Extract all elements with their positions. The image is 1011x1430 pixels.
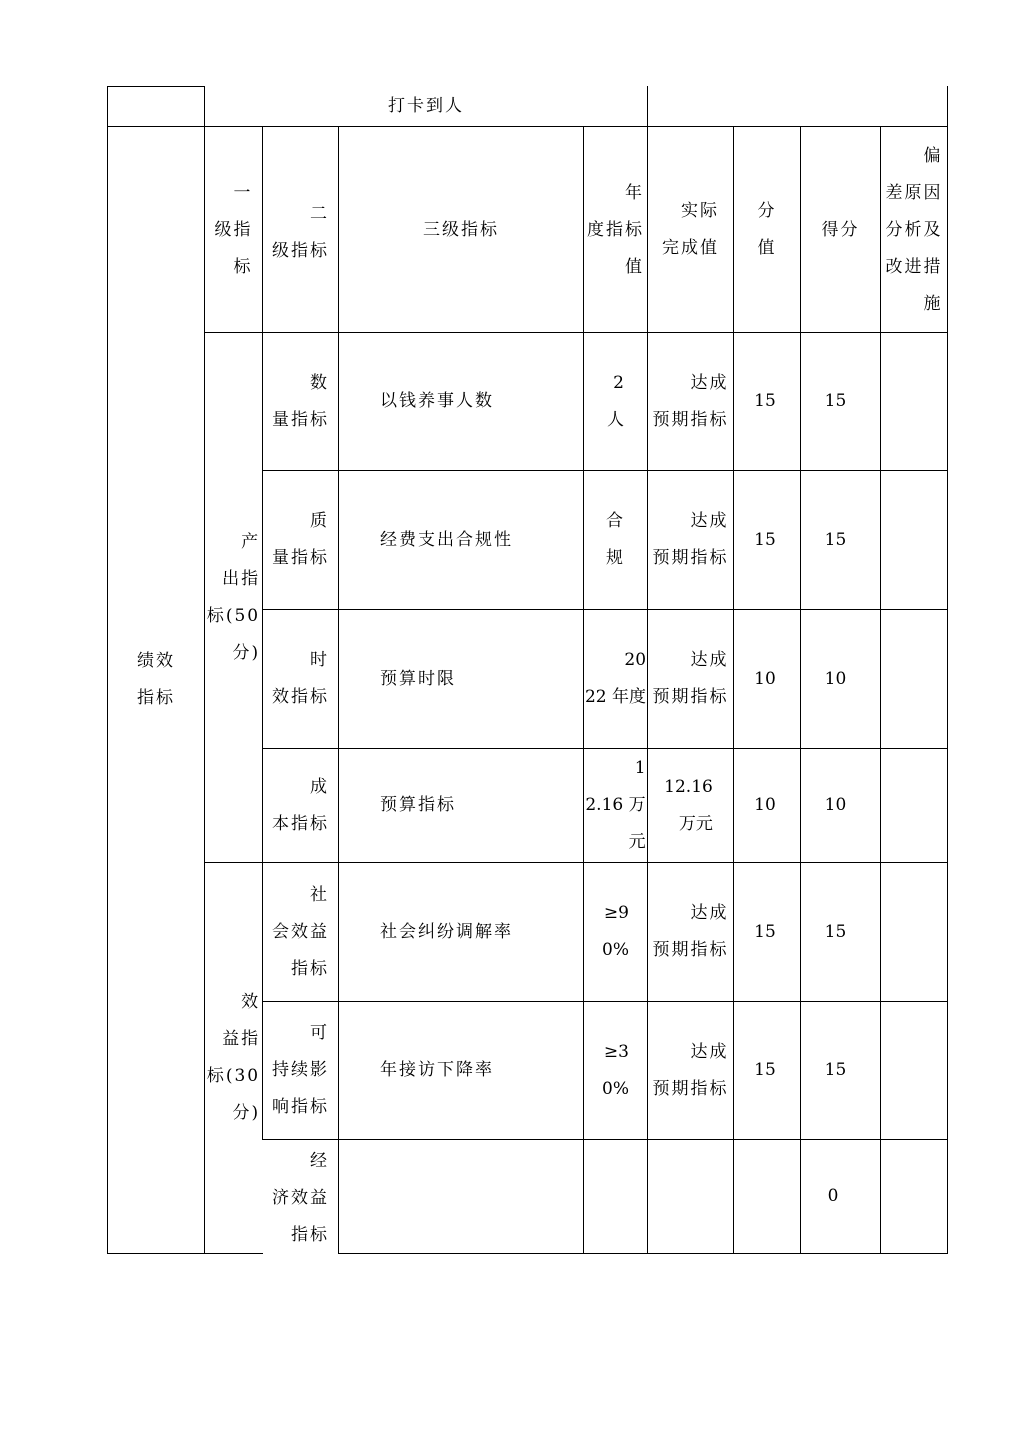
table-row-score-value: 10 [754,795,776,815]
table-row-score: 15 [824,921,847,942]
group-label-benefit: 效 益指 标(30 分) [206,991,261,1123]
table-row-level2: 质 量指标 [272,511,329,568]
table-row-level3 [339,1140,583,1253]
table-row-score-value: 15 [754,921,776,942]
table-row-target [584,1140,647,1253]
grid-line [338,1253,948,1254]
table-row-level2: 数 量指标 [272,372,329,430]
table-row-target: 20 22 年度 [584,650,647,707]
table-row-score: 15 [824,391,847,411]
header-score: 得分 [821,219,860,240]
grid-line [107,1253,263,1254]
table-row-score-value: 15 [754,391,776,411]
table-row-level3: 经费支出合规性 [380,529,513,550]
grid-line [107,126,948,127]
grid-line [947,86,948,1254]
header-deviation: 偏 差原因 分析及 改进措 施 [885,145,943,314]
table-row-score-value: 10 [754,668,776,689]
table-row-actual: 达成 预期指标 [652,903,729,960]
table-row-level3: 预算时限 [380,668,456,689]
table-row-level3: 年接访下降率 [380,1060,494,1080]
header-target: 年 度指标 值 [587,182,644,277]
table-row-level3: 预算指标 [380,795,456,815]
group-label-performance: 绩效 指标 [137,651,175,708]
top-row-label: 打卡到人 [388,96,464,116]
table-row-target: 合 规 [606,511,625,568]
table-row-actual: 达成 预期指标 [652,650,729,707]
table-row-level2: 经 济效益 指标 [272,1150,329,1245]
table-row-level3: 社会纠纷调解率 [380,921,513,942]
table-row-actual: 达成 预期指标 [652,1041,729,1099]
table-row-actual: 达成 预期指标 [652,511,729,568]
table-row-actual [648,1140,733,1253]
table-row-score-value: 15 [754,529,776,550]
table-row-target: ≥9 0% [602,903,629,960]
grid-line [107,86,205,87]
header-level2: 二 级指标 [272,204,329,261]
group-label-output: 产 出指 标(50 分) [206,531,261,663]
header-level3: 三级指标 [423,219,499,240]
header-level1: 一 级指 标 [214,182,253,277]
table-row-target: 2 人 [607,372,624,430]
table-row-score: 15 [824,529,847,550]
table-row-level3: 以钱养事人数 [380,391,494,411]
table-row-level2: 可 持续影 响指标 [272,1023,329,1117]
table-row-level2: 时 效指标 [272,650,329,707]
table-row-actual: 12.16 万元 [664,776,713,834]
table-row-target: 1 2.16 万 元 [585,758,646,852]
table-row-actual: 达成 预期指标 [652,372,729,430]
table-row-score: 0 [827,1186,839,1206]
table-row-score-value [734,1140,800,1253]
table-row-score: 10 [824,668,847,689]
header-score-value: 分 值 [757,201,777,258]
table-row-score: 15 [824,1060,847,1080]
table-row-score: 10 [824,795,847,815]
table-row-level2: 社 会效益 指标 [272,884,329,979]
header-actual: 实际 完成值 [662,201,719,258]
table-row-target: ≥3 0% [602,1041,629,1099]
table-row-level2: 成 本指标 [272,776,329,834]
table-row-score-value: 15 [754,1060,776,1080]
